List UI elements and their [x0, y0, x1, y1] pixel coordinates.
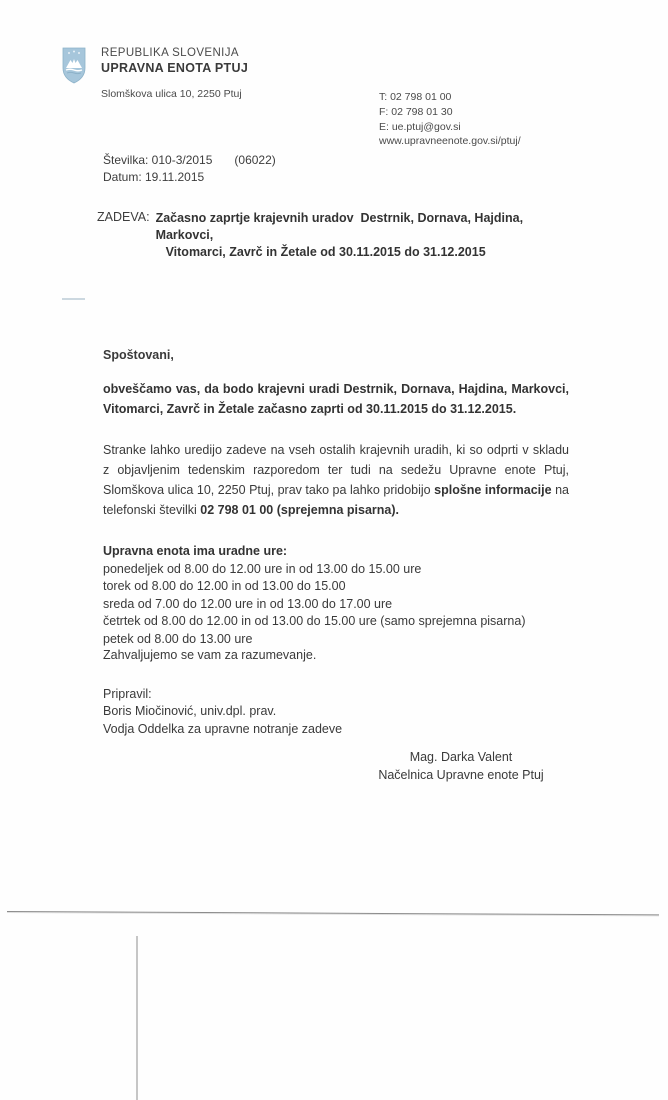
signature-block	[378, 748, 544, 784]
office-hours-friday: petek od 8.00 do 13.00 ure	[103, 631, 253, 646]
signature-name: Mag. Darka Valent	[409, 750, 513, 764]
signature-title: Načelnica Upravne enote Ptuj	[378, 768, 544, 782]
reference-number-suffix: (06022)	[234, 153, 276, 167]
subject-line1: Začasno zaprtje krajevnih uradov Destrnik, Dornava, Hajdina, Markovci,	[155, 211, 527, 242]
letterhead-org	[101, 47, 248, 75]
scan-page-edge-line	[7, 911, 659, 915]
prepared-by-name: Boris Miočinović, univ.dpl. prav.	[103, 704, 277, 719]
reference-date: Datum: 19.11.2015	[103, 170, 205, 184]
scan-fold-mark	[62, 298, 85, 300]
office-hours-block	[103, 543, 526, 649]
org-country: REPUBLIKA SLOVENIJA	[101, 47, 239, 59]
salutation: Spoštovani,	[103, 348, 174, 362]
paragraph-alternatives-bold1: splošne informacije	[434, 483, 552, 497]
paragraph-closure-notice: obveščamo vas, da bodo krajevni uradi Destrnik, Dornava, Hajdina, Markovci, Vitomarci, Zavrč in Žetale začasno zaprti od 30.11.2015 do 31.12.2015.	[103, 382, 569, 416]
subject-label: ZADEVA:	[97, 210, 150, 224]
office-hours-tuesday: torek od 8.00 do 12.00 in od 13.00 do 15.00	[103, 579, 346, 594]
paragraph-alternatives-text2: na telefonski številki	[103, 483, 569, 517]
contact-email: E: ue.ptuj@gov.si	[379, 120, 461, 133]
org-address: Slomškova ulica 10, 2250 Ptuj	[101, 88, 242, 100]
paragraph-alternatives	[103, 440, 569, 520]
paragraph-alternatives-bold2: 02 798 01 00 (sprejemna pisarna).	[200, 503, 399, 517]
reference-number-row	[103, 152, 276, 169]
office-hours-heading: Upravna enota ima uradne ure:	[103, 544, 288, 558]
contact-phone: T: 02 798 01 00	[379, 91, 452, 103]
reference-block	[103, 152, 276, 186]
prepared-by-block	[103, 686, 342, 738]
contact-website: www.upravneenote.gov.si/ptuj/	[379, 135, 521, 148]
prepared-by-label: Pripravil:	[103, 687, 152, 701]
closing-line: Zahvaljujemo se vam za razumevanje.	[103, 648, 317, 662]
contact-block	[379, 90, 521, 149]
contact-fax: F: 02 798 01 30	[379, 105, 453, 118]
scan-vertical-edge-line	[136, 936, 138, 1100]
subject-text	[156, 210, 567, 261]
subject-block	[97, 210, 567, 261]
office-hours-monday: ponedeljek od 8.00 do 12.00 ure in od 13.00 do 15.00 ure	[103, 561, 422, 576]
reference-number: Številka: 010-3/2015	[103, 153, 213, 167]
slovenia-coat-of-arms-icon	[62, 47, 86, 84]
paragraph-alternatives-text1: Stranke lahko uredijo zadeve na vseh ostalih krajevnih uradih, ki so odprti v skladu z objavljenim tedenskim razporedom ter tudi na sedežu Upravne enote Ptuj, Slomškova ulica 10, 2250 Ptuj, prav tako pa lahko pridobijo	[103, 443, 569, 497]
prepared-by-title: Vodja Oddelka za upravne notranje zadeve	[103, 721, 343, 736]
office-hours-thursday: četrtek od 8.00 do 12.00 in od 13.00 do 15.00 ure (samo sprejemna pisarna)	[103, 614, 526, 629]
office-hours-wednesday: sreda od 7.00 do 12.00 ure in od 13.00 do 17.00 ure	[103, 596, 393, 611]
subject-line2: Vitomarci, Zavrč in Žetale od 30.11.2015 do 31.12.2015	[165, 245, 486, 259]
org-unit: UPRAVNA ENOTA PTUJ	[101, 61, 249, 75]
